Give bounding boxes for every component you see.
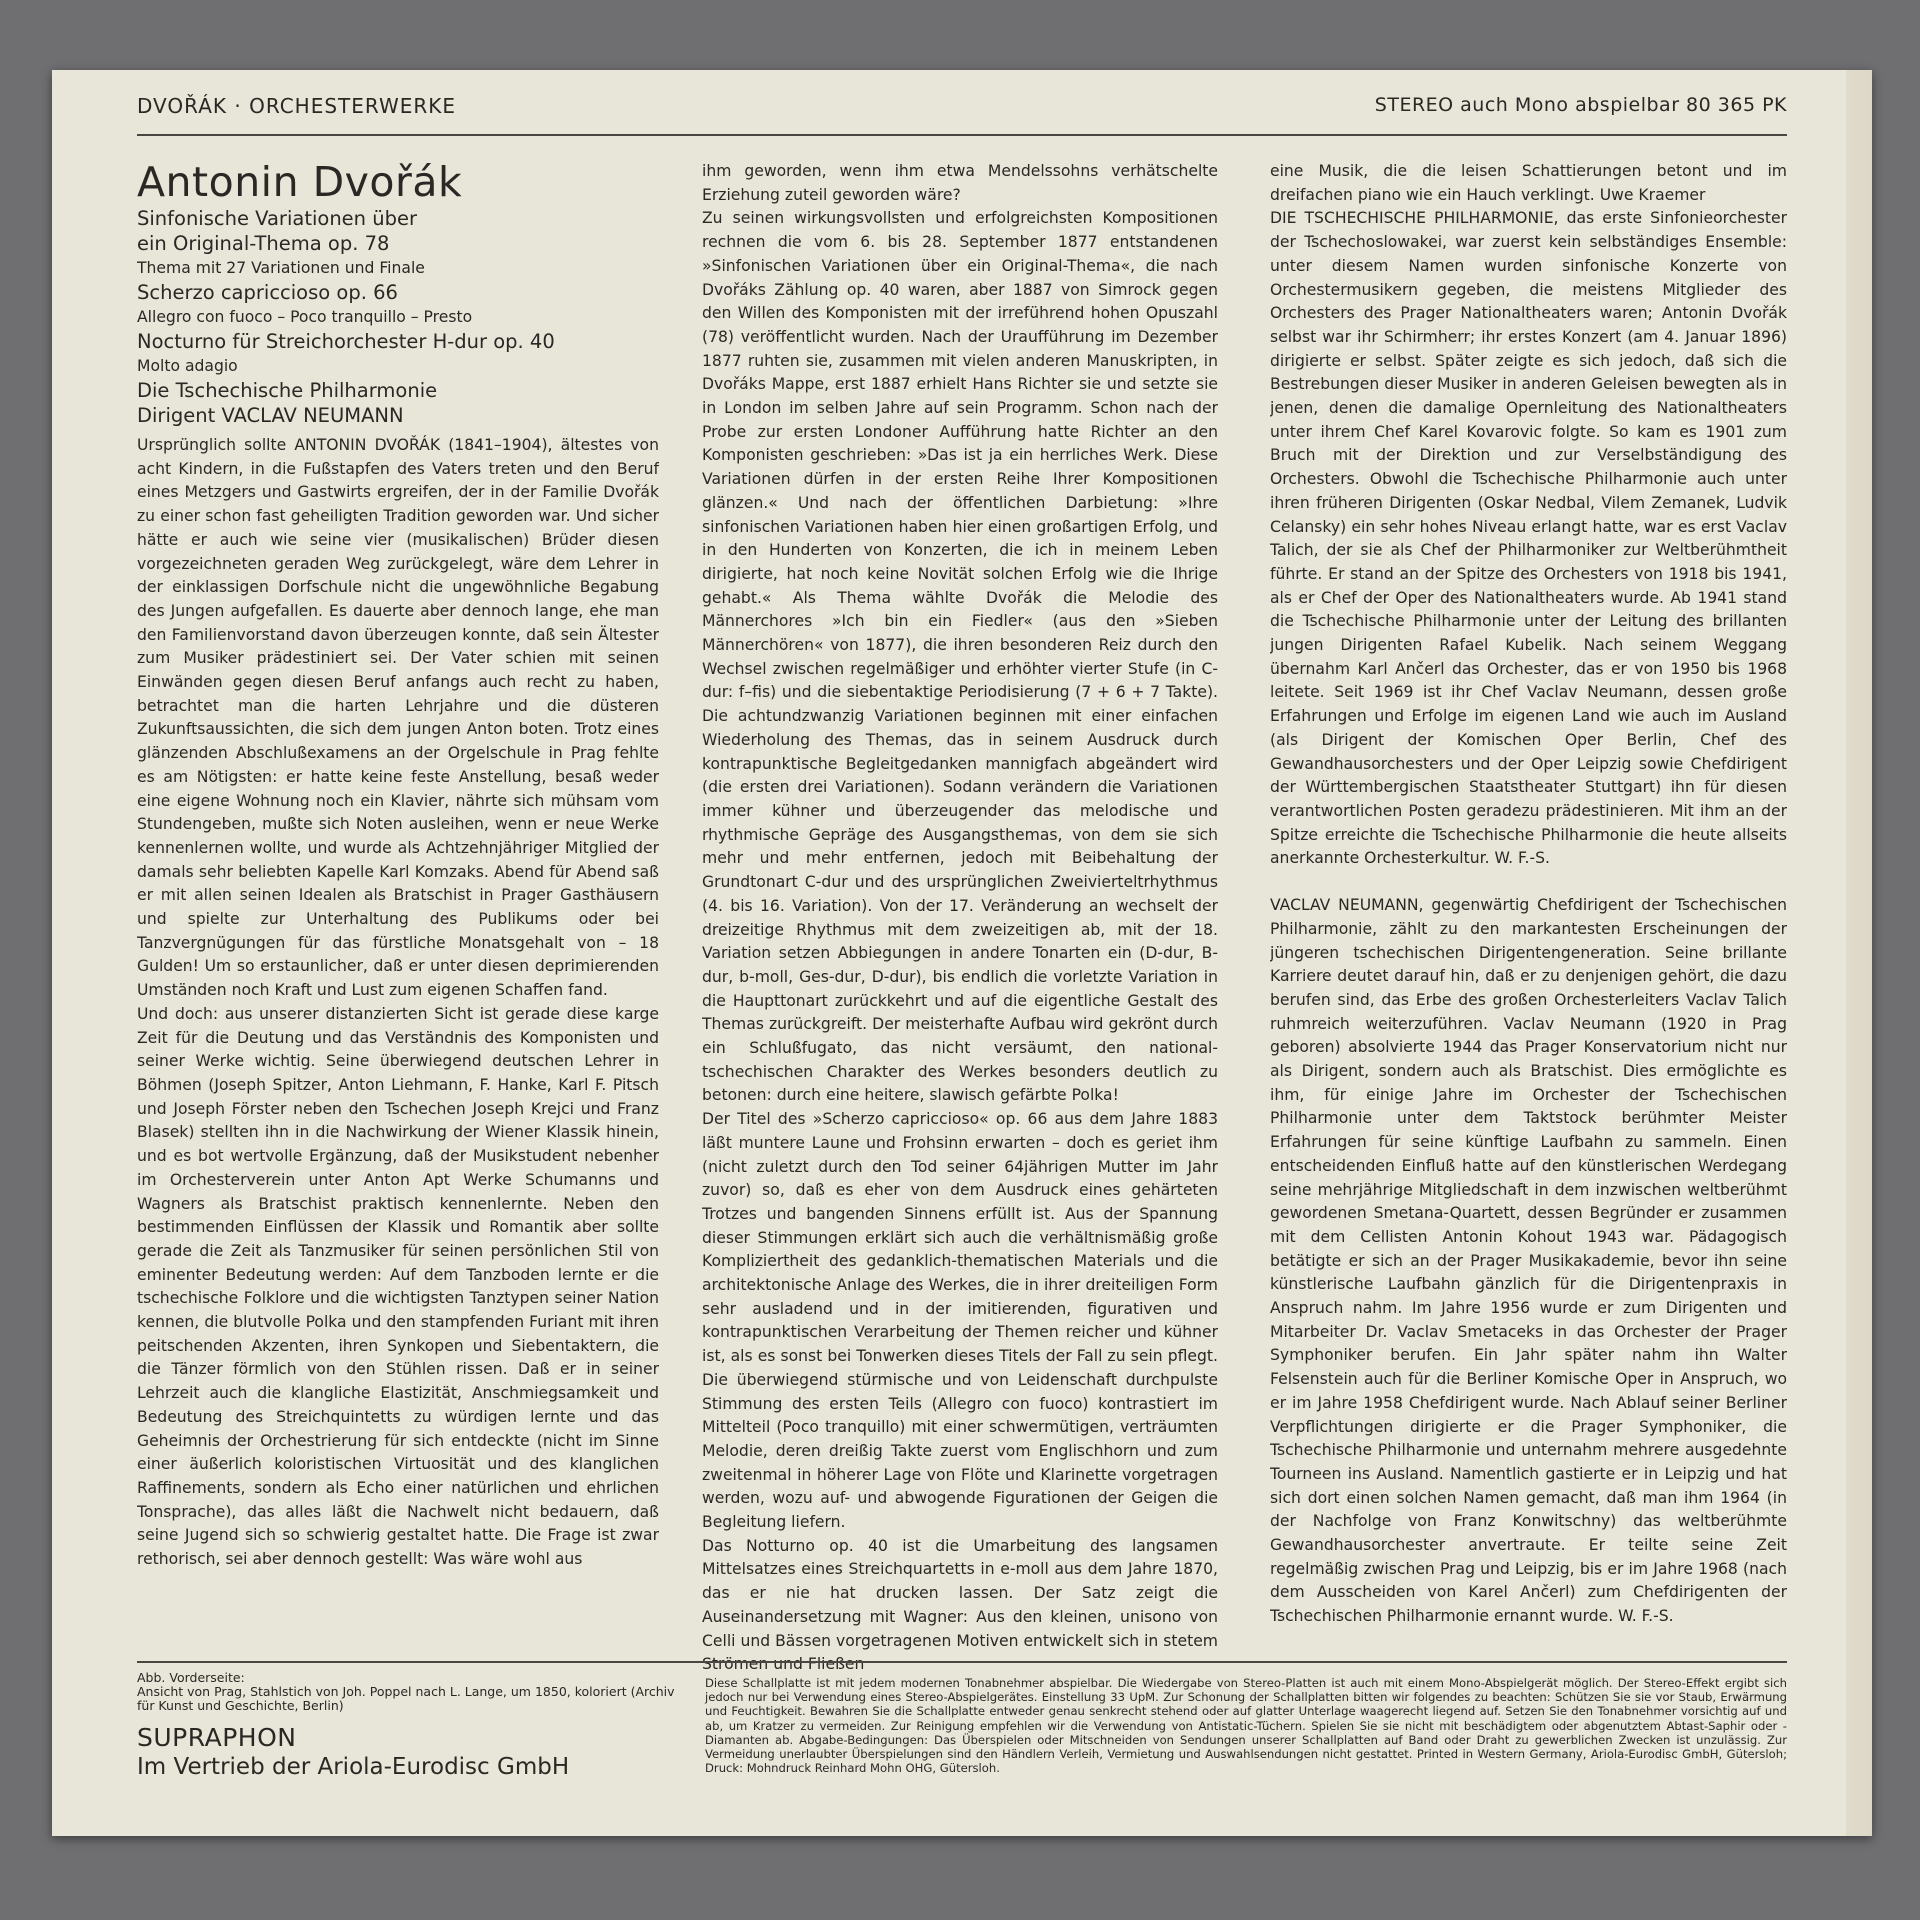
column-1 [137,158,659,1678]
col2-paragraph-4: Das Notturno op. 40 ist die Umarbeitung des langsamen Mittelsatzes eines Streichquartetts in e-moll aus dem Jahre 1870, das er nie hat drucken lassen. Der Satz zeigt die Auseinandersetzung mit Wagner: Aus den kleinen, unisono von Celli und Bässen vorgetragenen Motiven entwickelt sich in stetem Strömen und Fließen [702,1536,1218,1674]
col3-paragraph-2: DIE TSCHECHISCHE PHILHARMONIE, das erste Sinfonieorchester der Tschechoslowakei, war zuerst kein selbständiges Ensemble: unter diesem Namen wurden sinfonische Konzerte von Orchestermusikern gegeben, die meistens Mitglieder des Orchesters des Prager Nationaltheaters waren; Antonin Dvořák selbst war ihr Schirmherr; ihr erstes Konzert (am 4. Januar 1896) dirigierte er selbst. Später zeigte es sich jedoch, daß sich die Bestrebungen dieser Musiker in anderen Geleisen bewegten als in jenen, denen die damalige Opernleitung des Nationaltheaters unter ihrem Chef Karel Kovarovic folgte. So kam es 1901 zum Bruch mit der Direktion und zur Verselbständigung des Orchesters. Obwohl die Tschechische Philharmonie auch unter ihren früheren Dirigenten (Oskar Nedbal, Vilem Zemanek, Ludvik Celansky) ein sehr hohes Niveau erlangt hatte, war es erst Vaclav Talich, der sie als Chef der Philharmoniker zur Weltberühmtheit führte. Er stand an der Spitze des Orchesters von 1918 bis 1941, als er Chef der Oper des Nationaltheaters wurde. Ab 1941 stand die Tschechische Philharmonie unter der Leitung des brillanten jungen Dirigenten Rafael Kubelik. Nach seinem Weggang übernahm Karl Ančerl das Orchester, das er von 1950 bis 1968 leitete. Seit 1969 ist ihr Chef Vaclav Neumann, dessen große Erfahrungen und Erfolge im eigenen Land wie auch im Ausland (als Dirigent der Komischen Oper Berlin, Chef des Gewandhausorchesters und der Oper Leipzig sowie Chefdirigent der Württembergischen Staatstheater Stuttgart) ihn für diesen verantwortlichen Posten geradezu prädestinieren. Mit ihm an der Spitze erreichte die Tschechische Philharmonie die heute allseits anerkannte Orchesterkultur. W. F.-S. [1270,209,1787,868]
work1-title-line2: ein Original-Thema op. 78 [137,232,390,255]
distribution-info: Im Vertrieb der Ariola-Eurodisc GmbH [137,1754,570,1780]
col1-paragraph-2: Und doch: aus unserer distanzierten Sicht ist gerade diese karge Zeit für die Deutung und das Verständnis des Komponisten und seiner Werke wichtig. Seine überwiegend deutschen Lehrer in Böhmen (Joseph Spitzer, Anton Liehmann, F. Hanke, Karl F. Pitsch und Joseph Förster neben den Tschechen Joseph Krejci und Franz Blasek) stellten ihn in die Nachwirkung der Wiener Klassik hinein, und es bot wertvolle Ergänzung, daß der Musikstudent nebenher im Orchesterverein unter Anton Apt Werke Schumanns und Wagners als Bratschist praktisch kennenlernte. Neben den bestimmenden Einflüssen der Klassik und Romantik aber sollte gerade die Zeit als Tanzmusiker für seinen persönlichen Stil von eminenter Bedeutung werden: Auf dem Tanzboden lernte er die tschechische Folklore und die wichtigsten Tanztypen seiner Nation kennen, die blutvolle Polka und den stampfenden Furiant mit ihren peitschenden Akzenten, ihren Synkopen und Siebentaktern, die die Tänzer förmlich von den Stühlen rissen. Daß er in seiner Lehrzeit auch die klangliche Elastizität, Anschmiegsamkeit und Bedeutung des Streichquintetts zu würdigen lernte und das Geheimnis der Orchestrierung für sich entdeckte (nicht im Sinne einer äußerlich koloristischen Virtuosität und des klanglichen Raffinements, sondern als Echo einer natürlichen und ehrlichen Tonsprache), das alles läßt die Nachwelt nicht bedauern, daß seine Jugend sich so schwierig gestaltet hatte. Die Frage ist zwar rethorisch, sei aber dennoch gestellt: Was wäre wohl aus [137,1004,659,1569]
composer-title: Antonin Dvořák [137,158,463,206]
work2-title: Scherzo capriccioso op. 66 [137,281,398,304]
header-catalog-info: STEREO auch Mono abspielbar 80 365 PK [1374,94,1787,116]
record-sleeve-back [52,70,1872,1836]
work2-subtitle: Allegro con fuoco – Poco tranquillo – Presto [137,308,473,326]
cover-description: Ansicht von Prag, Stahlstich von Joh. Poppel nach L. Lange, um 1850, koloriert (Archiv für Kunst und Geschichte, Berlin) [137,1684,675,1713]
work3-subtitle: Molto adagio [137,357,238,375]
work3-title: Nocturno für Streichorchester H-dur op. 40 [137,330,555,353]
col1-paragraph-1: Ursprünglich sollte ANTONIN DVOŘÁK (1841–1904), ältestes von acht Kindern, in die Fußstapfen des Vaters treten und den Beruf eines Metzgers und Gastwirts ergreifen, der in der Familie Dvořák zu einer schon fast geheiligten Tradition geworden war. Und sicher hätte er auch wie seine vier (musikalischen) Brüder diesen vorgezeichneten geraden Weg zurückgelegt, wäre dem Lehrer in der einklassigen Dorfschule nicht die ungewöhnliche Begabung des Jungen aufgefallen. Es dauerte aber dennoch lange, ehe man den Familienvorstand davon überzeugen konnte, daß sein Ältester zum Musiker prädestiniert sei. Der Vater schien mit seinen Einwänden gegen diesen Beruf anfangs auch recht zu haben, betrachtet man die harten Lehrjahre und die düsteren Zukunftsaussichten, die sich dem jungen Anton boten. Trotz eines glänzenden Abschlußexamens an der Orgelschule in Prag fehlte es am Nötigsten: er hatte keine feste Anstellung, besaß weder eine eigene Wohnung noch ein Klavier, nährte sich mühsam vom Stundengeben, mußte sich Noten ausleihen, wenn er neue Werke kennenlernen wollte, und wurde als Achtzehnjähriger Mitglied der damals sehr beliebten Kapelle Karl Komzaks. Abend für Abend saß er mit allen seinen Idealen als Bratschist in Prager Gasthäusern und spielte zur Unterhaltung des Publikums oder bei Tanzvergnügungen für das fürstliche Monatsgehalt von – 18 Gulden! Um so erstaunlicher, daß er unter diesen deprimierenden Umständen noch Kraft und Lust zum eigenen Schaffen fand. [137,436,659,1000]
col3-paragraph-1: eine Musik, die die leisen Schattierungen betont und im dreifachen piano wie ein Hauch verklingt. Uwe Kraemer [1270,162,1787,204]
footer-notice: Diese Schallplatte ist mit jedem modernen Tonabnehmer abspielbar. Die Wiedergabe von Stereo-Platten ist auch mit einem Mono-Abspielgerät möglich. Der Stereo-Effekt ergibt sich jedoch nur bei Verwendung eines Stereo-Abspielgerätes. Einstellung 33 UpM. Zur Schonung der Schallplatten bitten wir folgendes zu beachten: Schützen Sie sie vor Staub, Erwärmung und Feuchtigkeit. Bewahren Sie die Schallplatte entweder genau senkrecht stehend oder auf glatter Unterlage waagerecht liegend auf. Setzen Sie den Tonabnehmer vorsichtig auf und ab, um Kratzer zu vermeiden. Zur Reinigung empfehlen wir die Verwendung von Antistatic-Tüchern. Spielen Sie sie nicht mit beschädigtem oder abgenutztem Abtast-Saphir oder -Diamanten ab. Abgabe-Bedingungen: Das Überspielen oder Mitschneiden von Sendungen unserer Schallplatten auf Band oder Draht zu gewerblichen Zwecken ist unzulässig. Zur Vermeidung unerlaubter Überspielungen sind den Händlern Verleih, Vermietung und Auswahlsendungen nicht gestattet. Printed in Western Germany, Ariola-Eurodisc GmbH, Gütersloh; Druck: Mohndruck Reinhard Mohn OHG, Gütersloh. [705,1676,1787,1776]
cover-label: Abb. Vorderseite: [137,1670,245,1685]
col2-paragraph-2: Zu seinen wirkungsvollsten und erfolgreichsten Kompositionen rechnen die vom 6. bis 28. September 1877 entstandenen »Sinfonischen Variationen über ein Original-Thema«, die nach Dvořáks Zählung op. 40 waren, aber 1887 von Simrock gegen den Willen des Komponisten mit der irreführend hohen Opuszahl (78) veröffentlicht wurden. Nach der Uraufführung im Dezember 1877 ruhten sie, zusammen mit vielen anderen Manuskripten, in Dvořáks Mappe, erst 1887 erhielt Hans Richter sie und setzte sie in London im selben Jahre auf sein Programm. Schon nach der Probe zur ersten Londoner Aufführung hatte Richter an den Komponisten geschrieben: »Das ist ja ein herrliches Werk. Diese Variationen dürfen in der ersten Reihe Ihrer Kompositionen glänzen.« Und nach der öffentlichen Darbietung: »Ihre sinfonischen Variationen haben hier einen großartigen Erfolg, und in den Hunderten von Konzerten, die ich in meinem Leben dirigierte, hat noch keine Novität solchen Erfolg wie die Ihrige gehabt.« Als Thema wählte Dvořák die Melodie des Männerchores »Ich bin ein Fiedler« (aus den »Sieben Männerchören« von 1877), die ihren besonderen Reiz durch den Wechsel zwischen regelmäßiger und erhöhter vierter Stufe (in C-dur: f–fis) und die siebentaktige Periodisierung (7 + 6 + 7 Takte). Die achtundzwanzig Variationen beginnen mit einer einfachen Wiederholung des Themas, das in seinem Ausdruck durch kontrapunktische Begleitgedanken mannigfach abgeändert wird (die ersten drei Variationen). Sodann verändern die Variationen immer kühner und überzeugender das melodische und rhythmische Gepräge des Ausgangsthemas, von dem sie sich mehr und mehr entfernen, jedoch mit Beibehaltung der Grundtonart C-dur und des ursprünglichen Zweivierteltrhythmus (4. bis 16. Variation). Von der 17. Veränderung an wechselt der dreizeitige Rhythmus mit dem zweizeitigen ab, mit der 18. Variation setzen Abbiegungen in andere Tonarten ein (D-dur, B-dur, b-moll, Ges-dur, D-dur), bis endlich die vorletzte Variation in die Haupttonart zurückkehrt und auf die eigentliche Gestalt des Themas zurückgreift. Der meisterhafte Aufbau wird gekrönt durch ein Schlußfugato, das nicht versäumt, den national-tschechischen Charakter des Werkes besonders deutlich zu betonen: durch eine heitere, slawisch gefärbte Polka! [702,209,1218,1105]
col2-paragraph-3: Der Titel des »Scherzo capriccioso« op. 66 aus dem Jahre 1883 läßt muntere Laune und Frohsinn erwarten – doch es geriet ihm (nicht zuletzt durch den Tod seiner 64jährigen Mutter im Jahr zuvor) so, daß es eher von dem Ausdruck eines gehärteten Trotzes und bangenden Sinnens erfüllt ist. Aus der Spannung dieser Stimmungen erklärt sich auch die verhältnismäßig große Kompliziertheit des gedanklich-thematischen Materials und die architektonische Anlage des Werkes, die in ihrer dreiteiligen Form sehr ausladend und in der imitierenden, figurativen und kontrapunktischen Verarbeitung der Themen reicher und kühner ist, als es sonst bei Tonwerken dieses Titels der Fall zu sein pflegt. Die überwiegend stürmische und von Leidenschaft durchpulste Stimmung des ersten Teils (Allegro con fuoco) kontrastiert im Mittelteil (Poco tranquillo) mit einer schwermütigen, verträumten Melodie, deren dreißig Takte zuerst vom Englischhorn und zum zweitenmal in höherer Lage von Flöte und Klarinette vorgetragen werden, wozu auf- und abwogende Figurationen der Geigen die Begleitung liefern. [702,1110,1218,1532]
label-name: SUPRAPHON [137,1723,297,1752]
col3-paragraph-3: VACLAV NEUMANN, gegenwärtig Chefdirigent der Tschechischen Philharmonie, zählt zu den markantesten Erscheinungen der jüngeren tschechischen Dirigentengeneration. Seine brillante Karriere deutet darauf hin, daß er zu denjenigen gehört, die dazu berufen sind, das Erbe des großen Orchesterleiters Vaclav Talich ruhmreich weiterzuführen. Vaclav Neumann (1920 in Prag geboren) absolvierte 1944 das Prager Konservatorium nicht nur als Dirigent, sondern auch als Bratschist. Dies ermöglichte es ihm, für einige Jahre im Orchester der Tschechischen Philharmonie unter dem Taktstock berühmter Meister Erfahrungen für seine künftige Laufbahn zu sammeln. Einen entscheidenden Einfluß hatte auf den künstlerischen Werdegang seine mehrjährige Mitgliedschaft in dem inzwischen weltberühmt gewordenen Smetana-Quartett, dessen Begründer er zusammen mit dem Cellisten Antonin Kohout 1943 war. Pädagogisch betätigte er sich an der Prager Musikakademie, bevor ihn seine künstlerische Laufbahn gänzlich für die Dirigentenpraxis in Anspruch nahm. Im Jahre 1956 wurde er zum Dirigenten und Mitarbeiter Dr. Vaclav Smetaceks in das Orchester der Prager Symphoniker berufen. Ein Jahr später nahm ihn Walter Felsenstein auch für die Berliner Komische Oper in Anspruch, wo er im Jahre 1958 Chefdirigent wurde. Nach Ablauf seiner Berliner Verpflichtungen dirigierte er die Prager Symphoniker, die Tschechische Philharmonie und unternahm mehrere ausgedehnte Tourneen ins Ausland. Namentlich gastierte er in Leipzig und hat sich dort einen solchen Namen gemacht, daß man ihm 1964 (in der Nachfolge von Franz Konwitschny) das weltberühmte Gewandhausorchester anvertraute. Er teilte seine Zeit regelmäßig zwischen Prag und Leipzig, bis er im Jahre 1968 (nach dem Ausscheiden von Karel Ančerl) zum Chefdirigenten der Tschechischen Philharmonie ernannt wurde. W. F.-S. [1270,896,1787,1626]
work1-title-line1: Sinfonische Variationen über [137,207,417,230]
orchestra-name: Die Tschechische Philharmonie [137,379,438,402]
column-2 [702,160,1218,1680]
footer-credits [137,1671,677,1781]
work1-subtitle: Thema mit 27 Variationen und Finale [137,259,425,277]
conductor-name: Dirigent VACLAV NEUMANN [137,404,404,427]
sleeve-edge [1846,70,1872,1836]
col2-paragraph-1: ihm geworden, wenn ihm etwa Mendelssohns verhätschelte Erziehung zuteil geworden wäre? [702,162,1218,204]
footer-divider [137,1661,1787,1663]
header-bar [137,94,1787,136]
header-series-title: DVOŘÁK · ORCHESTERWERKE [137,94,457,118]
paragraph-gap [1270,871,1787,894]
column-3 [1270,160,1787,1680]
